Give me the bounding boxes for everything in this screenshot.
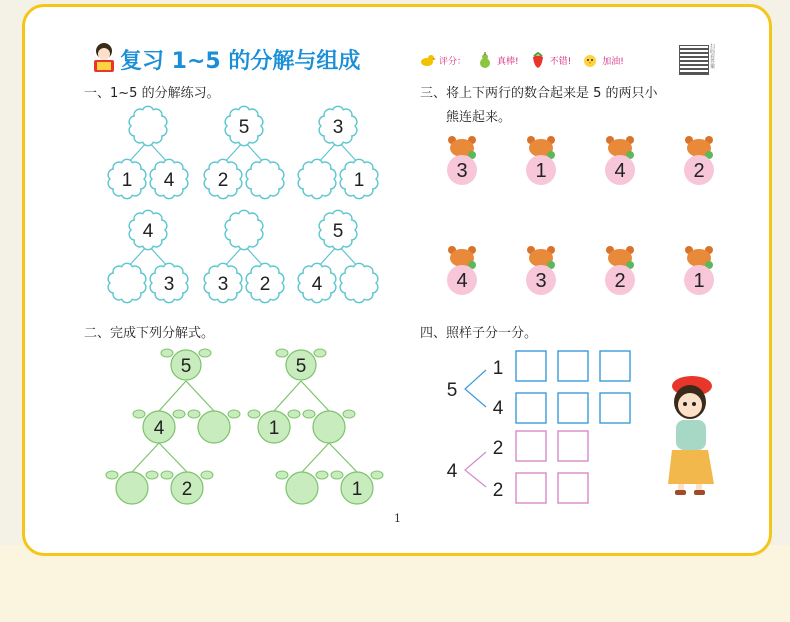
left-cloud[interactable] <box>108 263 146 302</box>
leaf <box>133 410 145 418</box>
left-number: 3 <box>217 273 229 295</box>
root-number: 5 <box>180 355 192 377</box>
leaf <box>201 471 213 479</box>
bear-number: 1 <box>693 270 705 293</box>
leaf <box>288 410 300 418</box>
connector-line <box>274 381 301 411</box>
bottom-right-number: 1 <box>351 478 363 500</box>
example-part-number: 4 <box>492 397 504 419</box>
mid-left-number: 1 <box>268 417 280 439</box>
right-number: 2 <box>259 273 271 295</box>
bear-number: 4 <box>614 160 626 183</box>
example-part-number: 2 <box>492 479 504 501</box>
connector-line <box>302 443 329 472</box>
leaf <box>248 410 260 418</box>
mid-left-number: 4 <box>153 417 165 439</box>
left-number: 2 <box>217 169 229 191</box>
bear-number: 1 <box>535 160 547 183</box>
top-number: 5 <box>332 220 344 242</box>
root-number: 5 <box>295 355 307 377</box>
girl-illustration <box>662 372 720 498</box>
bear-number: 3 <box>535 270 547 293</box>
section2-heading: 二、完成下列分解式。 <box>84 326 215 341</box>
page-title: 复习 1~5 的分解与组成 <box>120 49 361 74</box>
rating-item-keep-going: 加油! <box>602 56 624 67</box>
brace-line <box>465 370 486 407</box>
leaf <box>161 349 173 357</box>
top-number: 4 <box>142 220 154 242</box>
left-number: 1 <box>121 169 133 191</box>
leaf <box>276 471 288 479</box>
section1-heading: 一、1~5 的分解练习。 <box>84 86 220 101</box>
leaf <box>331 471 343 479</box>
leaf <box>371 471 383 479</box>
right-cloud[interactable] <box>246 159 284 198</box>
bear-number: 4 <box>456 270 468 293</box>
example-part-number: 2 <box>492 437 504 459</box>
section3-heading-line2: 熊连起来。 <box>446 110 512 125</box>
leaf <box>199 349 211 357</box>
section3-heading-line1: 三、将上下两行的数合起来是 5 的两只小 <box>420 86 658 101</box>
leaf <box>343 410 355 418</box>
answer-box-pink[interactable] <box>516 431 546 461</box>
leaf <box>303 410 315 418</box>
example-part-number: 1 <box>492 357 504 379</box>
right-cloud[interactable] <box>340 263 378 302</box>
example-whole-number: 5 <box>446 379 458 401</box>
qr-caption: 扫码看答案 <box>710 44 716 70</box>
answer-box-blue[interactable] <box>558 393 588 423</box>
answer-box-blue[interactable] <box>558 351 588 381</box>
bear-number: 2 <box>614 270 626 293</box>
connector-line <box>329 443 357 472</box>
right-number: 4 <box>163 169 175 191</box>
answer-box-pink[interactable] <box>558 431 588 461</box>
leaf <box>276 349 288 357</box>
connector-line <box>159 443 187 472</box>
example-whole-number: 4 <box>446 460 458 482</box>
bottom-left-node[interactable] <box>286 472 318 504</box>
answer-box-blue[interactable] <box>600 393 630 423</box>
leaf <box>146 471 158 479</box>
top-number: 3 <box>332 116 344 138</box>
connector-line <box>132 443 159 472</box>
connector-line <box>159 381 186 411</box>
brace-line <box>465 452 486 487</box>
leaf <box>228 410 240 418</box>
top-cloud[interactable] <box>129 106 167 145</box>
mid-right-node[interactable] <box>313 411 345 443</box>
bottom-right-number: 2 <box>181 478 193 500</box>
rating-item-good: 不错! <box>549 56 572 67</box>
page-number: 1 <box>394 512 401 525</box>
connector-line <box>186 381 214 411</box>
answer-box-pink[interactable] <box>516 473 546 503</box>
leaf <box>314 349 326 357</box>
left-number: 4 <box>311 273 323 295</box>
leaf <box>316 471 328 479</box>
section4-heading: 四、照样子分一分。 <box>420 326 538 341</box>
leaf <box>188 410 200 418</box>
leaf <box>106 471 118 479</box>
leaf <box>161 471 173 479</box>
connector-line <box>301 381 329 411</box>
answer-box-blue[interactable] <box>516 393 546 423</box>
right-number: 1 <box>353 169 365 191</box>
answer-box-blue[interactable] <box>600 351 630 381</box>
top-cloud[interactable] <box>225 210 263 249</box>
left-cloud[interactable] <box>298 159 336 198</box>
rating-item-great: 真棒! <box>497 56 519 67</box>
answer-box-pink[interactable] <box>558 473 588 503</box>
rating-label: 评分： <box>439 56 467 67</box>
bear-number: 2 <box>693 160 705 183</box>
bear-number: 3 <box>456 160 468 183</box>
mid-right-node[interactable] <box>198 411 230 443</box>
answer-box-blue[interactable] <box>516 351 546 381</box>
leaf <box>173 410 185 418</box>
bottom-left-node[interactable] <box>116 472 148 504</box>
right-number: 3 <box>163 273 175 295</box>
top-number: 5 <box>238 116 250 138</box>
